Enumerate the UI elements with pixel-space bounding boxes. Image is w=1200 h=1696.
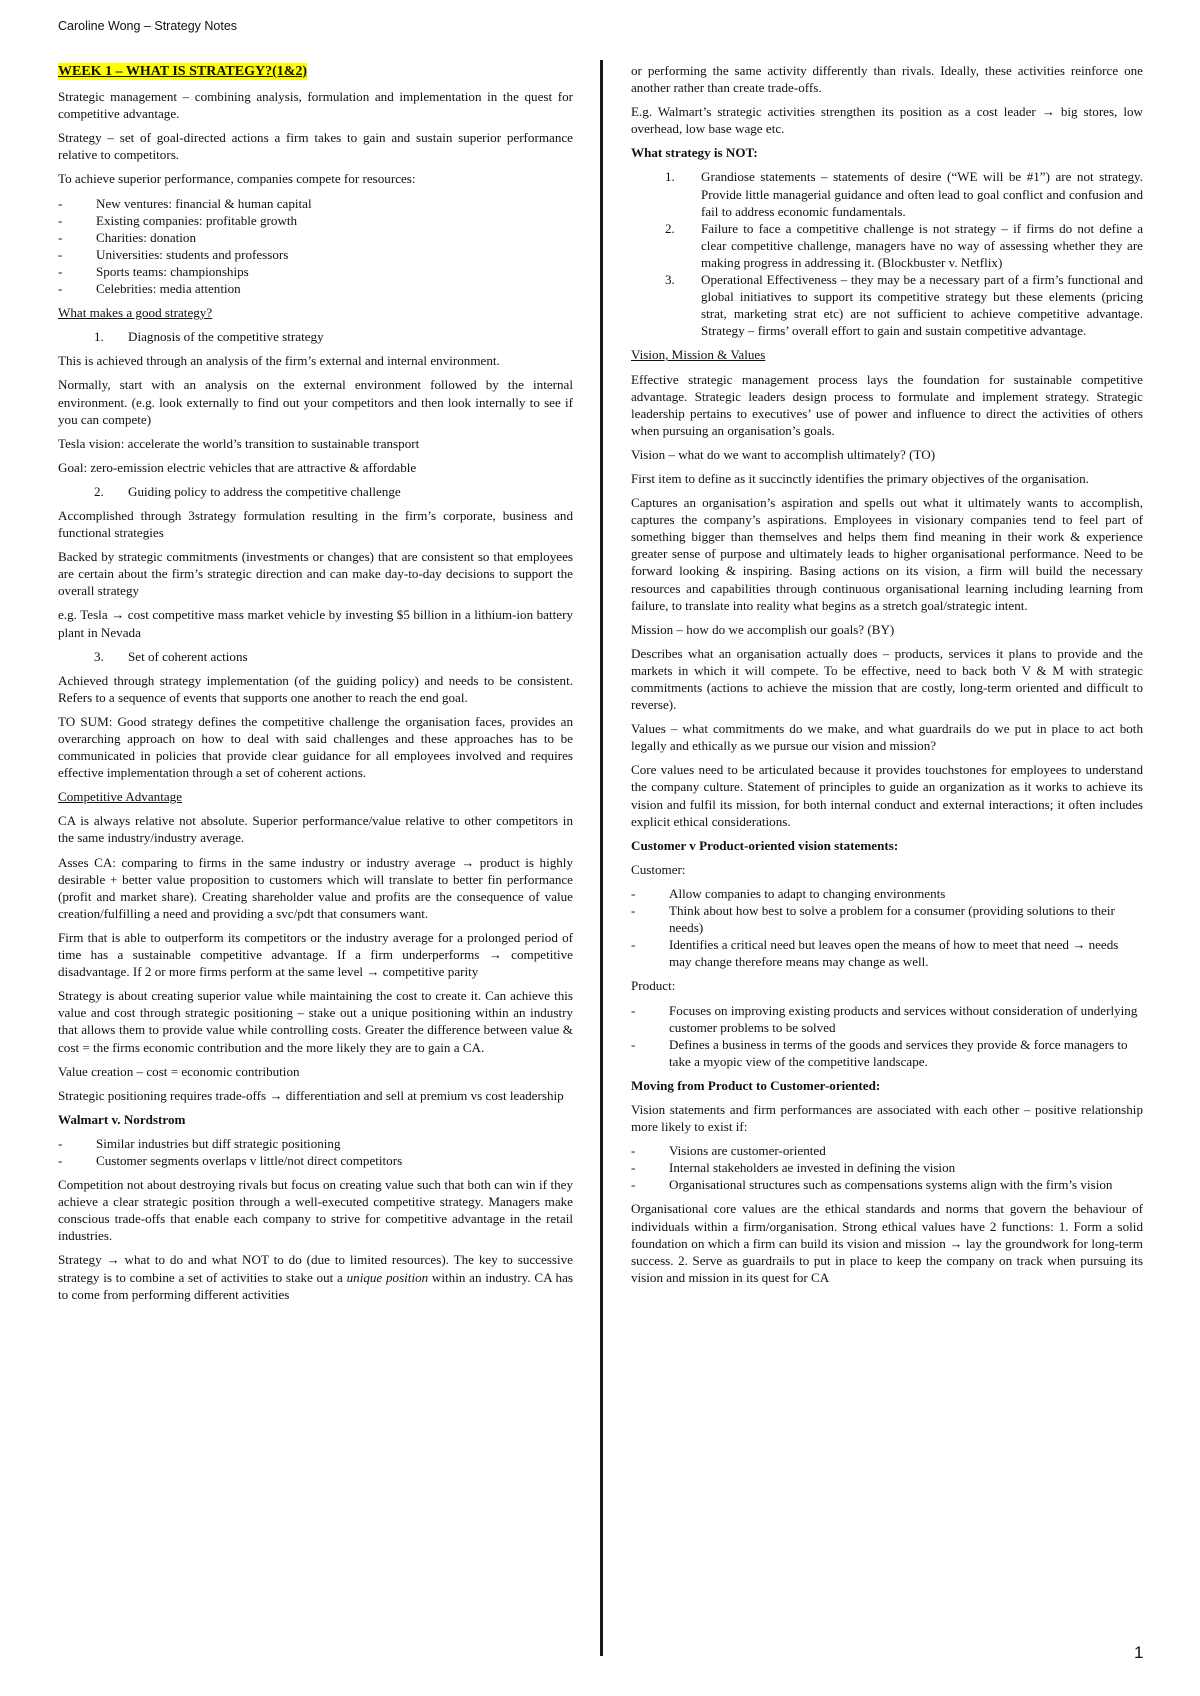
moving-list	[631, 1142, 1143, 1193]
paragraph: Value creation – cost = economic contribution	[58, 1063, 300, 1079]
walmart-list	[58, 1135, 573, 1169]
paragraph: Strategy – set of goal-directed actions a firm takes to gain and sustain superior performance relative to competitors.	[58, 130, 573, 163]
sub-label-customer: Customer:	[631, 861, 686, 877]
list-item: - Organisational structures such as compensations systems align with the firm’s vision	[631, 1176, 1143, 1193]
item-text: Diagnosis of the competitive strategy	[128, 329, 324, 345]
list-item: - Existing companies: profitable growth	[58, 212, 573, 229]
paragraph: E.g. Walmart’s strategic activities strengthen its position as a cost leader → big stores, low overhead, low base wage etc.	[631, 104, 1143, 137]
paragraph: Strategy is about creating superior value while maintaining the cost to create it. Can achieve this value and cost through strategic positioning – stake out a unique positioning within an industry that allows them to provide value while controlling costs. Greater the difference between value & cost = the firms economic contribution and the more likely they are to gain a CA.	[58, 988, 573, 1055]
document-header: Caroline Wong – Strategy Notes	[58, 19, 238, 33]
product-list	[631, 1002, 1143, 1070]
section-heading-moving: Moving from Product to Customer-oriented:	[631, 1077, 881, 1093]
paragraph: e.g. Tesla → cost competitive mass market vehicle by investing $5 billion in a lithium-ion battery plant in Nevada	[58, 607, 573, 640]
paragraph: Firm that is able to outperform its competitors or the industry average for a prolonged period of time has a sustainable competitive advantage. If a firm underperforms → competitive disadvantage. If 2 or more firms perform at the same level → competitive parity	[58, 929, 573, 980]
section-heading-walmart: Walmart v. Nordstrom	[58, 1111, 186, 1127]
paragraph: This is achieved through an analysis of the firm’s external and internal environment.	[58, 353, 500, 369]
paragraph: Backed by strategic commitments (investments or changes) that are consistent so that employees are certain about the firm’s strategic direction and can make day-to-day decisions to support the overall strategy	[58, 549, 573, 599]
section-heading-good-strategy: What makes a good strategy?	[58, 305, 213, 321]
paragraph: TO SUM: Good strategy defines the competitive challenge the organisation faces, provides an overarching approach on how to deal with said challenges and these approaches has to be communicated in policies that provide clear guidance for all employees involved and requires effective implementation through a set of coherent actions.	[58, 713, 573, 781]
item-text: Guiding policy to address the competitive challenge	[128, 483, 401, 499]
paragraph: or performing the same activity differently than rivals. Ideally, these activities reinforce one another rather than create trade-offs.	[631, 63, 1143, 96]
list-item	[631, 168, 1143, 219]
list-item: - Focuses on improving existing products and services without consideration of underlying customer problems to be solved	[631, 1002, 1143, 1036]
numbered-item	[58, 328, 573, 345]
list-item: - Universities: students and professors	[58, 246, 573, 263]
paragraph: Effective strategic management process lays the foundation for sustainable competitive advantage. Strategic leaders design process to formulate and implement strategy. Strategic leadership pertains to executives’ use of power and influence to direct the activities of others when pursuing an organisation’s goals.	[631, 371, 1143, 438]
paragraph: Vision – what do we want to accomplish ultimately? (TO)	[631, 446, 936, 462]
paragraph: Captures an organisation’s aspiration and spells out what it ultimately wants to accomplish, captures the company’s aspirations. Employees in visionary companies tend to feel part of something bigger than themselves and helps them find meaning in their work & experience greater sense of purpose and ultimately leads to higher organisational performance. Need to be forward looking & inspiring. Basing actions on its vision, a firm will build the necessary resources and capabilities through continuous organisational learning including learning from failure, to translate into reality what begins as a stretch goal/strategic intent.	[631, 495, 1143, 613]
item-number: 2.	[665, 220, 675, 236]
paragraph: Mission – how do we accomplish our goals? (BY)	[631, 621, 895, 637]
numbered-item	[58, 483, 573, 500]
item-number: 1.	[665, 169, 675, 185]
sub-label-product: Product:	[631, 978, 676, 994]
section-heading-customer-product: Customer v Product-oriented vision statements:	[631, 837, 899, 853]
left-column	[58, 62, 573, 1310]
numbered-item	[58, 648, 573, 665]
paragraph	[58, 1251, 573, 1302]
paragraph: Competition not about destroying rivals but focus on creating value such that both can win if they achieve a clear strategic position through a well-executed competitive strategy. Managers make conscious trade-offs that enable each company to strive for competitive advantage in the retail industries.	[58, 1177, 573, 1244]
paragraph: Core values need to be articulated because it provides touchstones for employees to understand the company culture. Statement of principles to guide an organization as it works to achieve its vision and fulfil its mission, for both internal conduct and external interactions; it often includes explicit ethical considerations.	[631, 762, 1143, 829]
section-heading-competitive-advantage: Competitive Advantage	[58, 789, 183, 805]
item-number: 3.	[94, 648, 104, 664]
not-strategy-list	[631, 168, 1143, 339]
list-item: - Identifies a critical need but leaves open the means of how to meet that need → needs may change therefore means may change as well.	[631, 936, 1143, 970]
item-text: Failure to face a competitive challenge is not strategy – if firms do not define a clear competitive challenge, managers have no way of assessing whether they are making progress in addressing it. (Blockbuster v. Netflix)	[701, 220, 1143, 270]
item-text: Set of coherent actions	[128, 648, 248, 664]
paragraph: Vision statements and firm performances are associated with each other – positive relationship more likely to exist if:	[631, 1101, 1143, 1135]
section-heading-vision-mission-values: Vision, Mission & Values	[631, 347, 766, 363]
list-item: - Visions are customer-oriented	[631, 1142, 1143, 1159]
customer-list	[631, 885, 1143, 970]
paragraph: CA is always relative not absolute. Superior performance/value relative to other competitors in the same industry/industry average.	[58, 813, 573, 846]
paragraph: First item to define as it succinctly identifies the primary objectives of the organisation.	[631, 470, 1089, 486]
list-item: - Charities: donation	[58, 229, 573, 246]
list-item: - Think about how best to solve a problem for a consumer (providing solutions to their needs)	[631, 902, 1143, 936]
list-item: - New ventures: financial & human capital	[58, 195, 573, 212]
item-text: Operational Effectiveness – they may be a necessary part of a firm’s functional and global initiatives to support its competitive strategy but these elements (pricing strat, marketing strat etc) are not sufficient to achieve competitive advantage. Strategy – firms’ overall effort to gain and sustain competitive advantage.	[701, 272, 1143, 339]
resources-list	[58, 195, 573, 298]
paragraph: Describes what an organisation actually does – products, services it plans to provide and the markets in which it will compete. To be effective, need to back both V & M with strategic commitments (actions to achieve the mission that are costly, long-term oriented and difficult to reverse).	[631, 645, 1143, 713]
emphasis-text: unique position	[346, 1269, 429, 1285]
list-item	[631, 271, 1143, 339]
section-heading-not-strategy: What strategy is NOT:	[631, 145, 758, 161]
paragraph: Values – what commitments do we make, and what guardrails do we put in place to act both legally and ethically as we pursue our vision and mission?	[631, 721, 1143, 754]
list-item	[631, 220, 1143, 271]
item-number: 1.	[94, 329, 104, 345]
paragraph: Normally, start with an analysis on the external environment followed by the internal environment. (e.g. look externally to find out your competitors and then look internally to see if you can compete)	[58, 377, 573, 427]
paragraph: Asses CA: comparing to firms in the same industry or industry average → product is highly desirable + better value proposition to customers which will translate to better fin performance (profit and market share). Creating shareholder value and profits are the consequence of value creation/fulfilling a need and providing a svc/pdt that consumers want.	[58, 854, 573, 921]
list-item: - Defines a business in terms of the goods and services they provide & force managers to take a myopic view of the competitive landscape.	[631, 1036, 1143, 1070]
paragraph: Accomplished through 3strategy formulation resulting in the firm’s corporate, business and functional strategies	[58, 507, 573, 541]
week-title: WEEK 1 – WHAT IS STRATEGY?(1&2)	[58, 64, 308, 79]
paragraph: Tesla vision: accelerate the world’s transition to sustainable transport	[58, 435, 420, 451]
list-item: - Similar industries but diff strategic positioning	[58, 1135, 573, 1152]
paragraph: Strategic management – combining analysis, formulation and implementation in the quest for competitive advantage.	[58, 89, 573, 122]
paragraph: Strategic positioning requires trade-offs → differentiation and sell at premium vs cost leadership	[58, 1087, 564, 1103]
paragraph: Achieved through strategy implementation (of the guiding policy) and needs to be consistent. Refers to a sequence of events that supports one another to reach the end goal.	[58, 672, 573, 705]
paragraph: To achieve superior performance, companies compete for resources:	[58, 171, 416, 187]
list-item: - Internal stakeholders ae invested in defining the vision	[631, 1159, 1143, 1176]
item-number: 3.	[665, 272, 675, 288]
item-number: 2.	[94, 483, 104, 499]
page-number: 1	[1134, 1643, 1144, 1662]
list-item: - Allow companies to adapt to changing environments	[631, 885, 1143, 902]
list-item: - Celebrities: media attention	[58, 280, 573, 297]
text-run: within an industry. CA has to come from performing different activities	[58, 1269, 574, 1302]
list-item: - Customer segments overlaps v little/not direct competitors	[58, 1152, 573, 1169]
text-run: Strategy → what to do and what NOT to do (due to limited resources). The key to successive strategy is to combine a set of activities to stake out a	[58, 1252, 573, 1285]
paragraph: Organisational core values are the ethical standards and norms that govern the behaviour of individuals within a firm/organisation. Strong ethical values have 2 functions: 1. Form a solid foundation on which a firm can build its vision and mission → lay the groundwork for long-term success. 2. Serve as guardrails to put in place to keep the company on track when pursuing its vision and mission in its quest for CA	[631, 1201, 1143, 1285]
right-column	[631, 62, 1143, 1293]
paragraph: Goal: zero-emission electric vehicles that are attractive & affordable	[58, 459, 417, 475]
item-text: Grandiose statements – statements of desire (“WE will be #1”) are not strategy. Provide little managerial guidance and often lead to goal conflict and confusion and fail to address economic fundamentals.	[701, 169, 1143, 219]
column-divider	[600, 60, 603, 1656]
list-item: - Sports teams: championships	[58, 263, 573, 280]
